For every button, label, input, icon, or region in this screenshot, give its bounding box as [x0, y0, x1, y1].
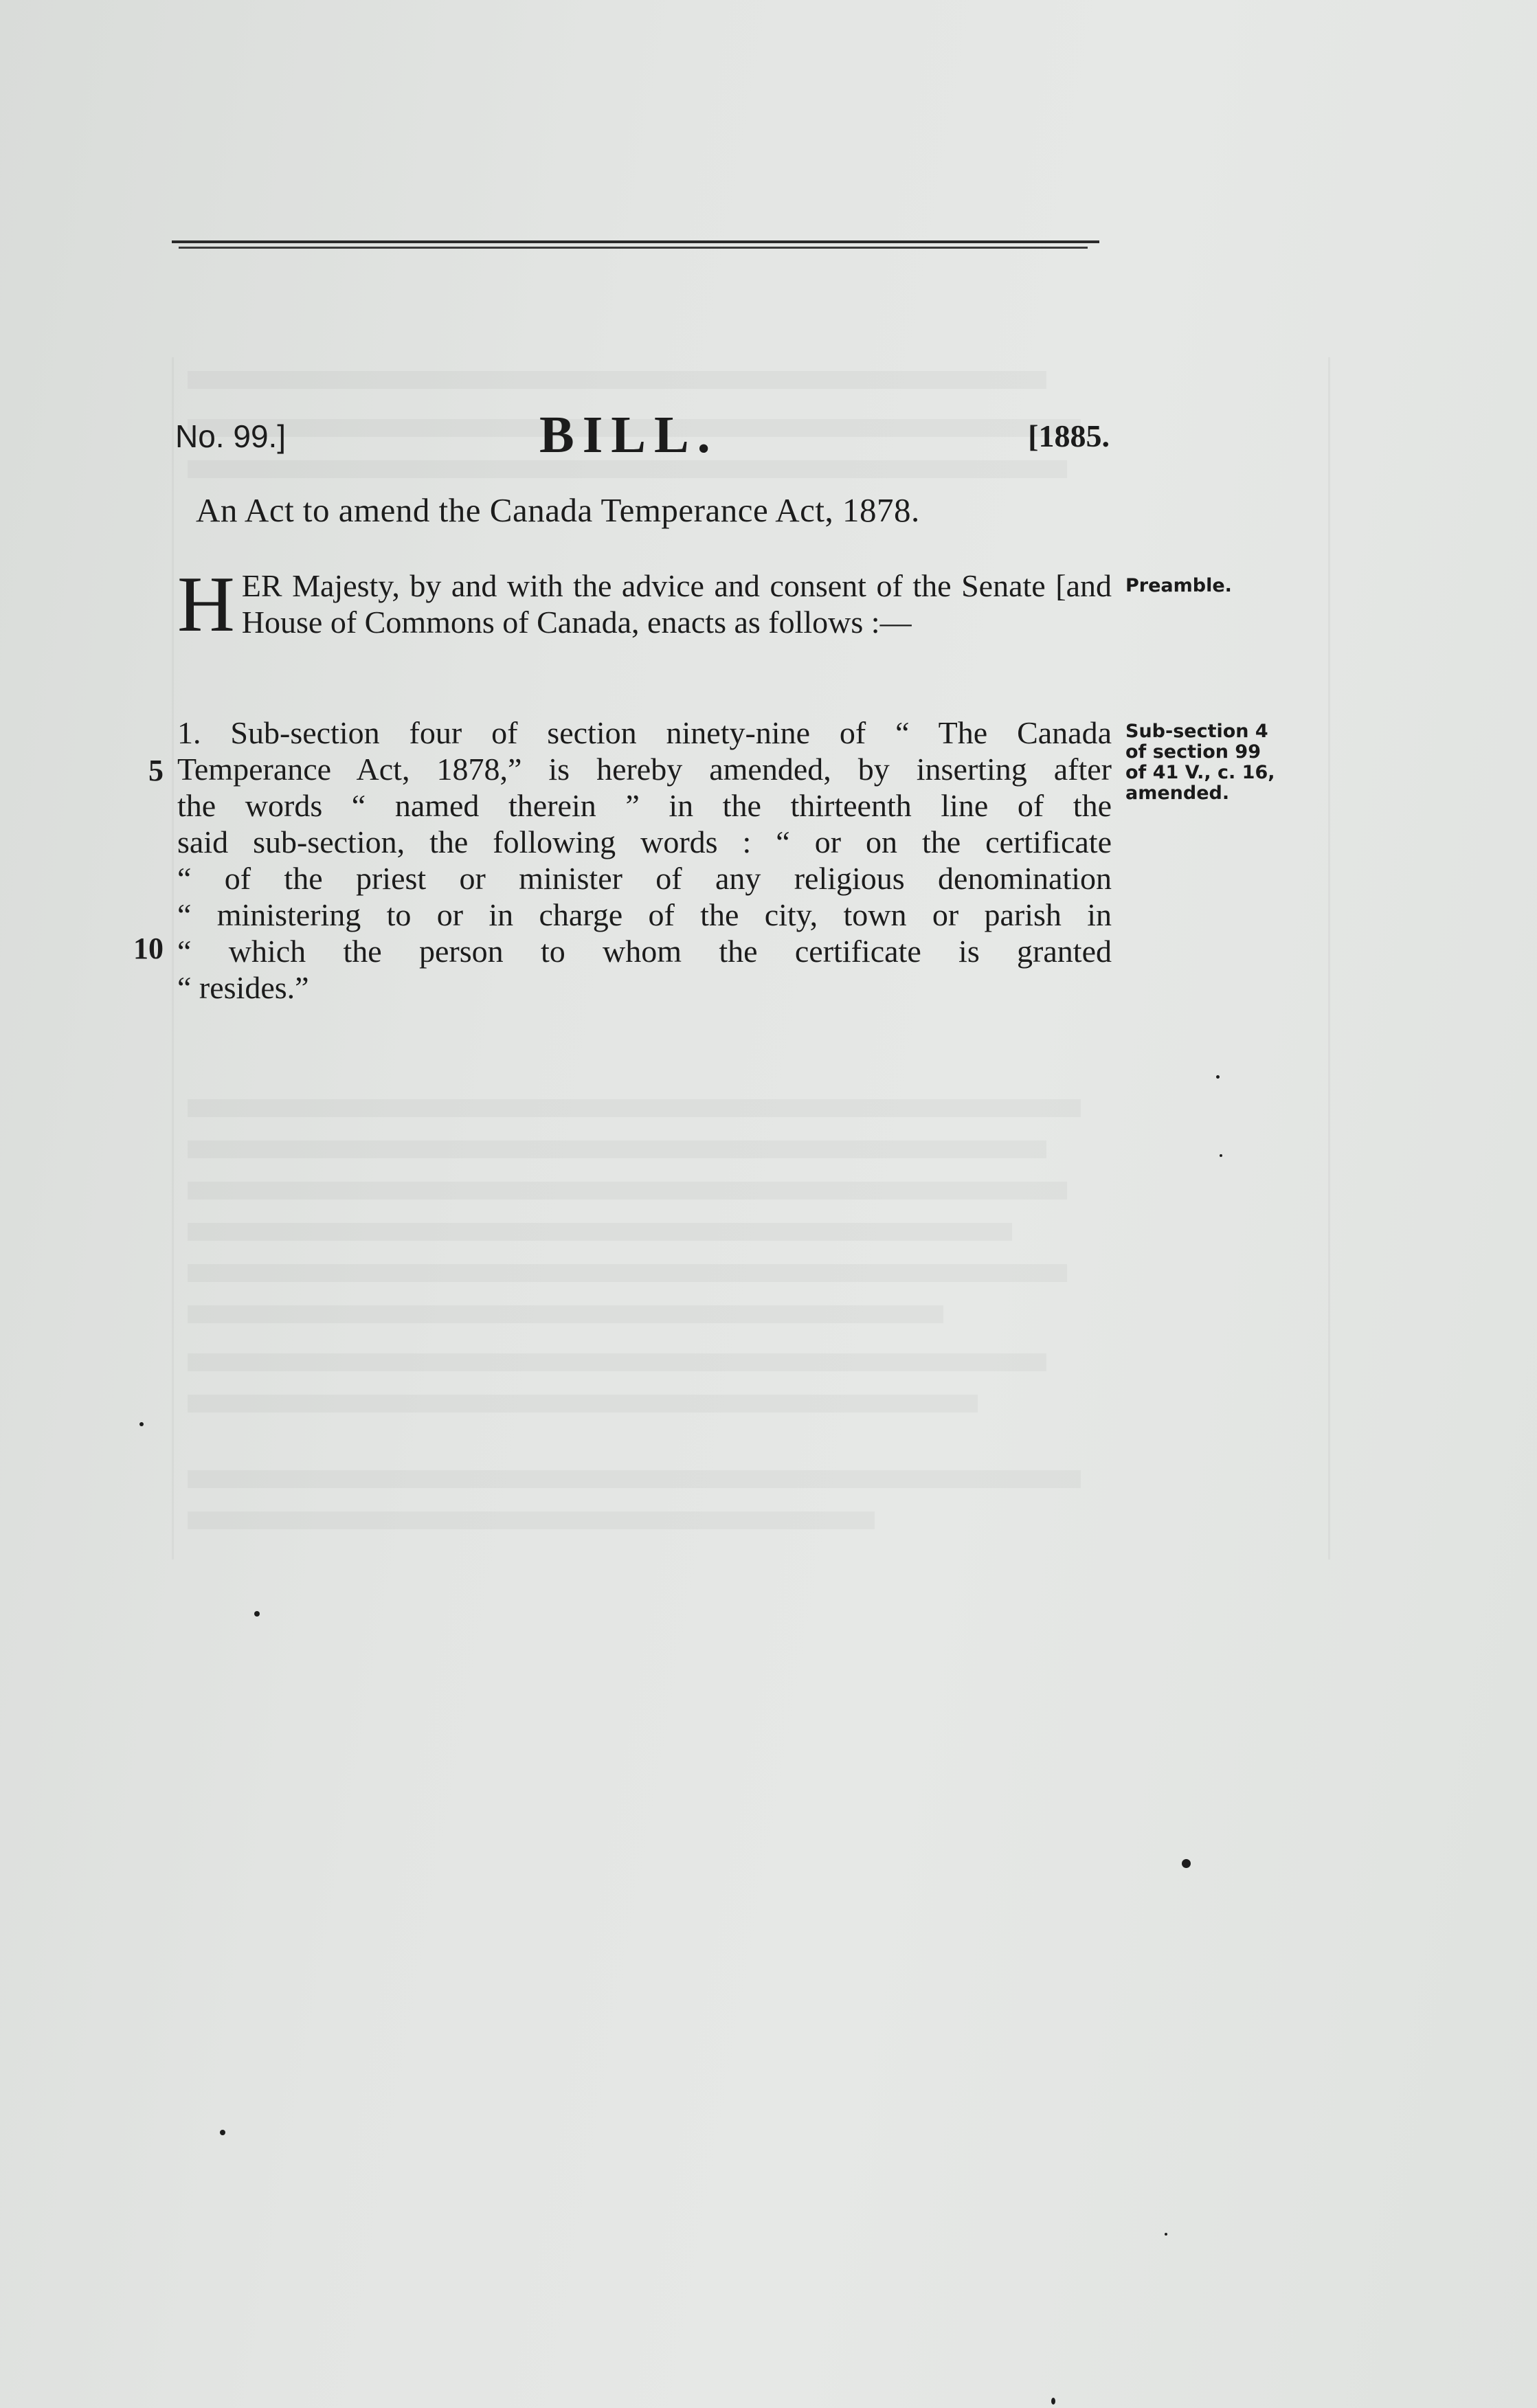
- section-1-paragraph: [177, 714, 1112, 1006]
- scan-speck: [254, 1611, 260, 1617]
- preamble-margin-note: Preamble.: [1125, 575, 1232, 596]
- bill-header: [175, 405, 1110, 464]
- bill-year: [1885.: [1028, 418, 1110, 453]
- scan-speck: [1051, 2398, 1055, 2405]
- margin-note-line: Sub-section 4: [1125, 721, 1268, 742]
- top-double-rule: [172, 240, 1099, 251]
- section-line: 1. Sub-section four of section ninety-nine of “ The Canada: [177, 715, 1112, 750]
- act-title: An Act to amend the Canada Temperance Act, 1878.: [196, 491, 920, 529]
- section-line: Temperance Act, 1878,” is hereby amended, by inserting after: [177, 752, 1112, 787]
- margin-note-line: of section 99: [1125, 741, 1261, 763]
- scan-speck: [220, 2130, 225, 2135]
- line-number-10: 10: [133, 932, 164, 965]
- scan-speck: [1165, 2233, 1167, 2236]
- margin-note-line: of 41 V., c. 16,: [1125, 762, 1275, 783]
- scan-speck: [1182, 1859, 1191, 1868]
- line-number-5: 5: [148, 754, 164, 787]
- preamble-paragraph: [177, 561, 1112, 649]
- section-line: “ of the priest or minister of any religious denomination: [177, 861, 1112, 896]
- section-1-margin-note: [1125, 721, 1275, 804]
- bill-title: BILL.: [539, 406, 719, 464]
- section-line: the words “ named therein ” in the thirteenth line of the: [177, 788, 1112, 823]
- preamble-text: ER Majesty, by and with the advice and consent of the Senate [and House of Commons of Canada, enacts as follows :—: [241, 568, 1112, 640]
- margin-note-line: amended.: [1125, 783, 1230, 804]
- section-line: said sub-section, the following words : “ or on the certificate: [177, 824, 1112, 859]
- section-line: “ resides.”: [177, 970, 309, 1005]
- scan-speck: [1216, 1075, 1220, 1079]
- preamble-dropcap: H: [177, 561, 235, 649]
- bill-number: No. 99.]: [175, 418, 287, 454]
- scan-speck: [139, 1422, 144, 1426]
- section-line: “ ministering to or in charge of the city, town or parish in: [177, 897, 1112, 932]
- scan-speck: [1220, 1154, 1222, 1157]
- section-line: “ which the person to whom the certificate is granted: [177, 934, 1112, 969]
